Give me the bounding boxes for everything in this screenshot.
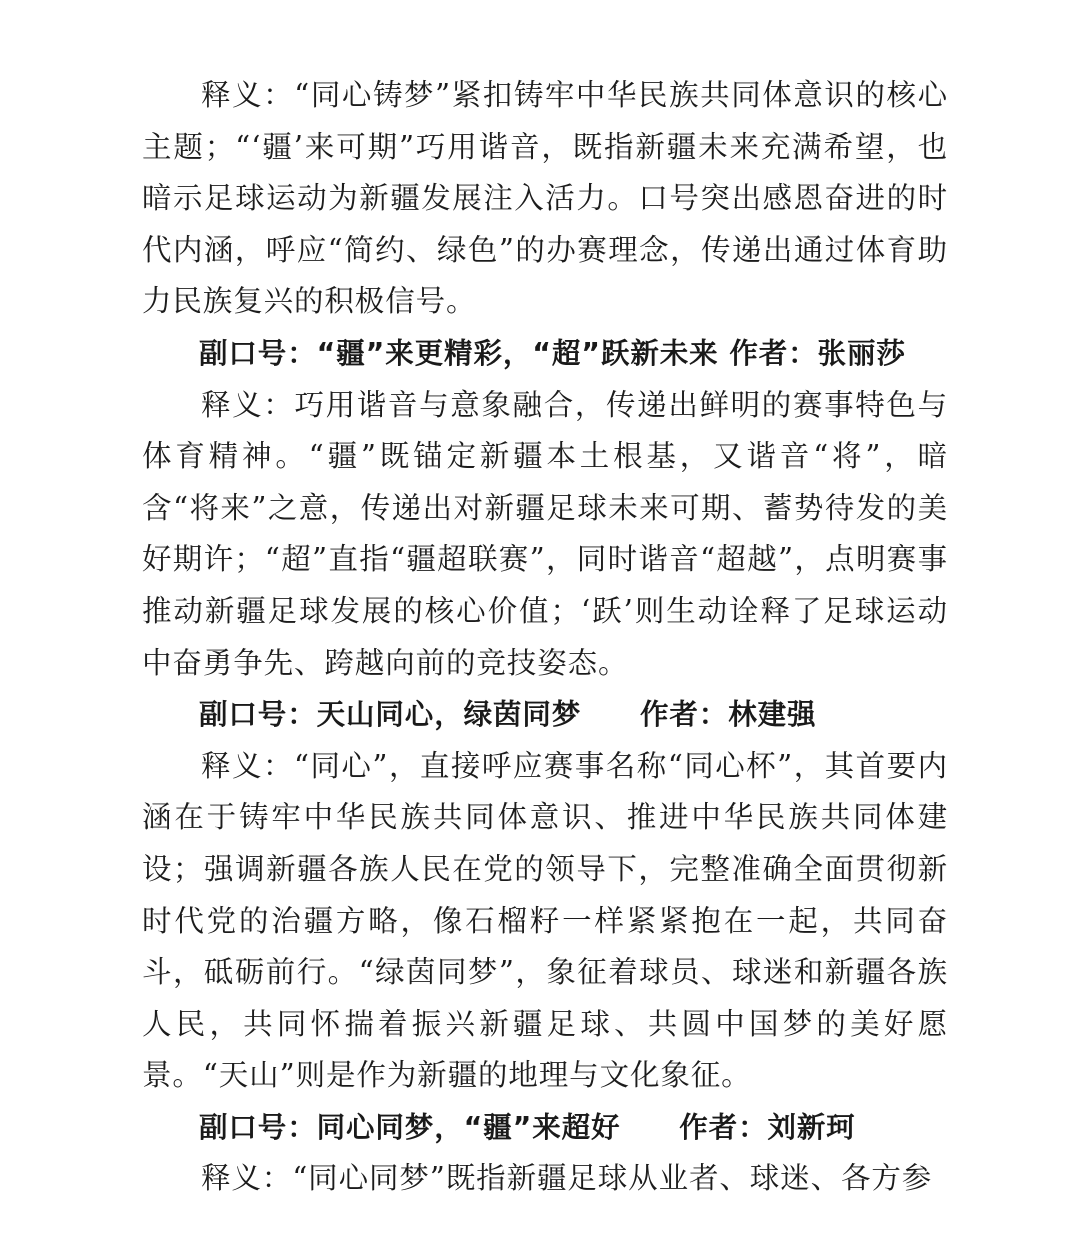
- paragraph-explanation-sub-slogan-1: 释义：巧用谐音与意象融合，传递出鲜明的赛事特色与体育精神。“疆”既锚定新疆本土根基，又谐音“将”，暗含“将来”之意，传递出对新疆足球未来可期、蓄势待发的美好期许；“超”直指“疆超联赛”，同时谐音“超越”，点明赛事推动新疆足球发展的核心价值；‘跃’则生动诠释了足球运动中奋勇争先、跨越向前的竞技姿态。: [142, 387, 948, 680]
- sub-slogan-heading-3: 副口号：同心同梦，“疆”来超好 作者：刘新珂: [199, 1110, 856, 1144]
- paragraph-explanation-sub-slogan-2: 释义：“同心”，直接呼应赛事名称“同心杯”，其首要内涵在于铸牢中华民族共同体意识、推进中华民族共同体建设；强调新疆各族人民在党的领导下，完整准确全面贯彻新时代党的治疆方略，像石榴籽一样紧紧抱在一起，共同奋斗，砥砺前行。“绿茵同梦”，象征着球员、球迷和新疆各族人民，共同怀揣着振兴新疆足球、共圆中国梦的美好愿景。“天山”则是作为新疆的地理与文化象征。: [142, 748, 948, 1093]
- document-page: [142, 70, 948, 1205]
- sub-slogan-heading-2: 副口号：天山同心，绿茵同梦 作者：林建强: [199, 698, 817, 732]
- paragraph-explanation-sub-slogan-3: 释义：“同心同梦”既指新疆足球从业者、球迷、各方参: [201, 1161, 933, 1196]
- paragraph-explanation-main-slogan: 释义：“同心铸梦”紧扣铸牢中华民族共同体意识的核心主题；“‘疆’来可期”巧用谐音，既指新疆未来充满希望，也暗示足球运动为新疆发展注入活力。口号突出感恩奋进的时代内涵，呼应“简约、绿色”的办赛理念，传递出通过体育助力民族复兴的积极信号。: [142, 78, 948, 319]
- sub-slogan-heading-1: 副口号：“疆”来更精彩，“超”跃新未来 作者：张丽莎: [199, 336, 906, 370]
